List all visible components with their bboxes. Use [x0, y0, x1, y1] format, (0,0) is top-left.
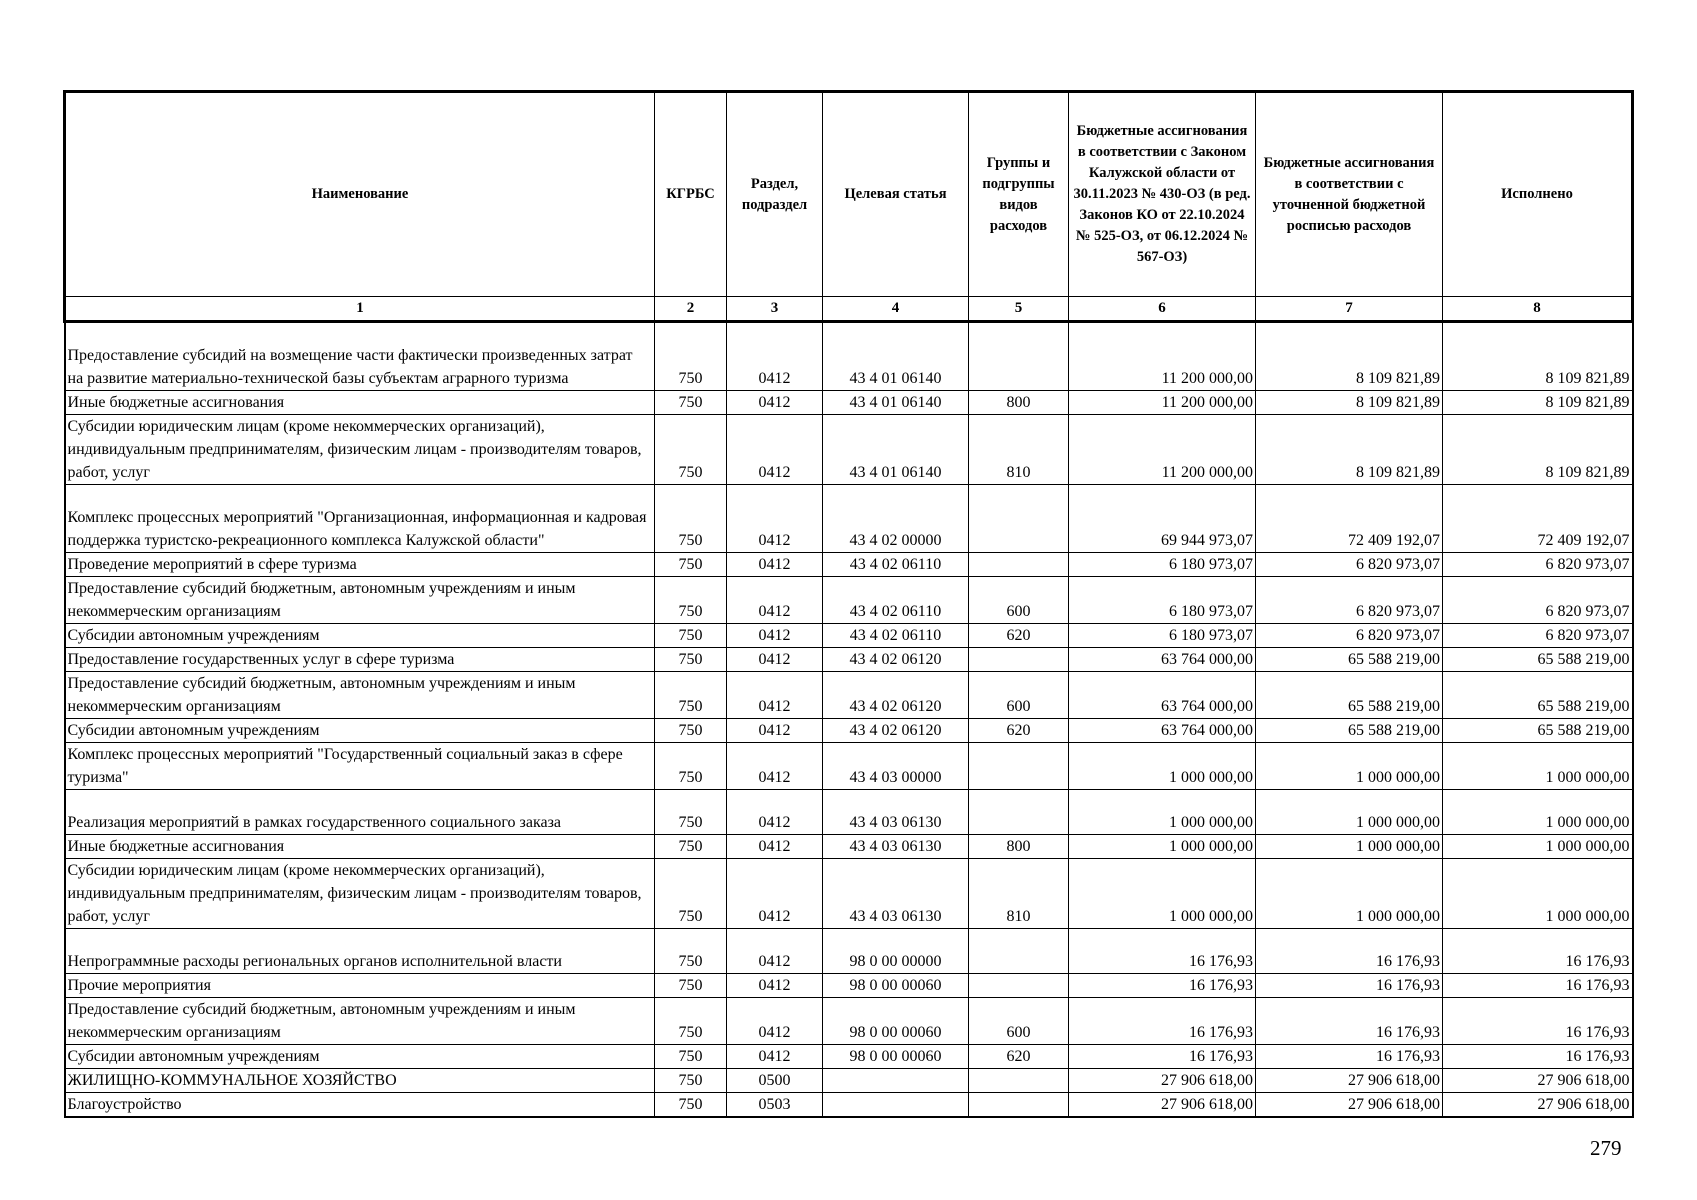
row-section: 0412	[727, 929, 823, 974]
row-target-article	[823, 1093, 969, 1118]
row-budget-refined: 1 000 000,00	[1256, 743, 1443, 790]
row-budget-law: 16 176,93	[1069, 974, 1256, 998]
row-target-article: 43 4 01 06140	[823, 391, 969, 415]
row-kgrbs: 750	[655, 929, 727, 974]
row-name: Реализация мероприятий в рамках государственного социального заказа	[65, 790, 655, 835]
row-executed: 16 176,93	[1443, 1045, 1633, 1069]
row-kgrbs: 750	[655, 391, 727, 415]
row-section: 0412	[727, 859, 823, 929]
header-budget-refined: Бюджетные ассигнования в соответствии с уточненной бюджетной росписью расходов	[1256, 92, 1443, 297]
row-section: 0412	[727, 1045, 823, 1069]
table-row	[65, 391, 1633, 415]
column-number: 3	[727, 297, 823, 322]
row-executed: 6 820 973,07	[1443, 577, 1633, 624]
row-name: Иные бюджетные ассигнования	[65, 835, 655, 859]
row-budget-refined: 27 906 618,00	[1256, 1069, 1443, 1093]
row-executed: 6 820 973,07	[1443, 553, 1633, 577]
header-executed: Исполнено	[1443, 92, 1633, 297]
row-name: Предоставление субсидий бюджетным, автономным учреждениям и иным некоммерческим организациям	[65, 998, 655, 1045]
row-kgrbs: 750	[655, 322, 727, 391]
row-kgrbs: 750	[655, 719, 727, 743]
row-target-article: 43 4 02 06120	[823, 648, 969, 672]
row-executed: 8 109 821,89	[1443, 391, 1633, 415]
table-row	[65, 790, 1633, 835]
table-row	[65, 1069, 1633, 1093]
row-budget-law: 6 180 973,07	[1069, 624, 1256, 648]
row-budget-refined: 65 588 219,00	[1256, 719, 1443, 743]
column-number: 2	[655, 297, 727, 322]
row-expense-group: 600	[969, 998, 1069, 1045]
row-budget-law: 27 906 618,00	[1069, 1069, 1256, 1093]
row-target-article: 98 0 00 00060	[823, 1045, 969, 1069]
row-expense-group	[969, 1069, 1069, 1093]
row-kgrbs: 750	[655, 859, 727, 929]
row-name: Субсидии автономным учреждениям	[65, 719, 655, 743]
row-budget-law: 16 176,93	[1069, 929, 1256, 974]
row-name: Субсидии юридическим лицам (кроме некоммерческих организаций), индивидуальным предпринимателям, физическим лицам - производителям товаров, работ, услуг	[65, 859, 655, 929]
row-budget-refined: 16 176,93	[1256, 998, 1443, 1045]
column-number: 7	[1256, 297, 1443, 322]
row-budget-law: 11 200 000,00	[1069, 322, 1256, 391]
row-budget-law: 16 176,93	[1069, 1045, 1256, 1069]
row-kgrbs: 750	[655, 835, 727, 859]
row-section: 0412	[727, 719, 823, 743]
row-section: 0412	[727, 577, 823, 624]
budget-table-container	[63, 90, 1631, 1118]
header-section: Раздел, подраздел	[727, 92, 823, 297]
row-name: Благоустройство	[65, 1093, 655, 1118]
row-target-article: 43 4 02 06120	[823, 672, 969, 719]
row-executed: 1 000 000,00	[1443, 859, 1633, 929]
table-row	[65, 929, 1633, 974]
row-section: 0412	[727, 485, 823, 553]
row-budget-law: 1 000 000,00	[1069, 835, 1256, 859]
row-kgrbs: 750	[655, 743, 727, 790]
row-budget-law: 63 764 000,00	[1069, 672, 1256, 719]
row-executed: 16 176,93	[1443, 974, 1633, 998]
row-section: 0412	[727, 974, 823, 998]
header-row	[65, 92, 1633, 297]
table-row	[65, 743, 1633, 790]
column-number: 5	[969, 297, 1069, 322]
row-executed: 16 176,93	[1443, 929, 1633, 974]
row-kgrbs: 750	[655, 485, 727, 553]
table-row	[65, 624, 1633, 648]
row-target-article: 43 4 02 06110	[823, 577, 969, 624]
row-expense-group: 800	[969, 835, 1069, 859]
row-name: Предоставление субсидий бюджетным, автономным учреждениям и иным некоммерческим организациям	[65, 577, 655, 624]
header-budget-law: Бюджетные ассигнования в соответствии с Законом Калужской области от 30.11.2023 № 430-ОЗ (в ред. Законов КО от 22.10.2024 № 525-ОЗ, от 06.12.2024 № 567-ОЗ)	[1069, 92, 1256, 297]
row-budget-law: 6 180 973,07	[1069, 577, 1256, 624]
table-row	[65, 1093, 1633, 1118]
table-row	[65, 1045, 1633, 1069]
table-row	[65, 859, 1633, 929]
row-section: 0412	[727, 624, 823, 648]
row-kgrbs: 750	[655, 415, 727, 485]
row-target-article: 43 4 03 06130	[823, 790, 969, 835]
row-budget-refined: 8 109 821,89	[1256, 415, 1443, 485]
column-number-row	[65, 297, 1633, 322]
row-target-article	[823, 1069, 969, 1093]
row-budget-refined: 1 000 000,00	[1256, 790, 1443, 835]
row-section: 0412	[727, 648, 823, 672]
row-budget-law: 63 764 000,00	[1069, 719, 1256, 743]
row-expense-group	[969, 790, 1069, 835]
table-row	[65, 998, 1633, 1045]
row-executed: 65 588 219,00	[1443, 648, 1633, 672]
header-name: Наименование	[65, 92, 655, 297]
row-target-article: 98 0 00 00060	[823, 998, 969, 1045]
row-kgrbs: 750	[655, 790, 727, 835]
row-section: 0412	[727, 553, 823, 577]
row-executed: 72 409 192,07	[1443, 485, 1633, 553]
row-section: 0412	[727, 743, 823, 790]
row-kgrbs: 750	[655, 1069, 727, 1093]
row-budget-law: 63 764 000,00	[1069, 648, 1256, 672]
row-section: 0412	[727, 998, 823, 1045]
table-body	[65, 322, 1633, 1118]
row-expense-group: 600	[969, 577, 1069, 624]
row-section: 0412	[727, 790, 823, 835]
row-executed: 6 820 973,07	[1443, 624, 1633, 648]
row-budget-refined: 16 176,93	[1256, 1045, 1443, 1069]
row-budget-law: 11 200 000,00	[1069, 391, 1256, 415]
row-expense-group	[969, 974, 1069, 998]
row-expense-group	[969, 929, 1069, 974]
row-name: Субсидии юридическим лицам (кроме некоммерческих организаций), индивидуальным предпринимателям, физическим лицам - производителям товаров, работ, услуг	[65, 415, 655, 485]
row-expense-group: 620	[969, 624, 1069, 648]
table-row	[65, 485, 1633, 553]
row-budget-law: 16 176,93	[1069, 998, 1256, 1045]
row-budget-law: 27 906 618,00	[1069, 1093, 1256, 1118]
table-row	[65, 415, 1633, 485]
row-budget-refined: 1 000 000,00	[1256, 859, 1443, 929]
row-budget-refined: 16 176,93	[1256, 929, 1443, 974]
row-name: Иные бюджетные ассигнования	[65, 391, 655, 415]
row-budget-law: 11 200 000,00	[1069, 415, 1256, 485]
row-target-article: 98 0 00 00060	[823, 974, 969, 998]
row-name: Проведение мероприятий в сфере туризма	[65, 553, 655, 577]
row-executed: 1 000 000,00	[1443, 743, 1633, 790]
page-number: 279	[1590, 1136, 1622, 1160]
row-expense-group: 620	[969, 719, 1069, 743]
row-target-article: 43 4 02 06110	[823, 553, 969, 577]
row-target-article: 43 4 03 00000	[823, 743, 969, 790]
row-kgrbs: 750	[655, 577, 727, 624]
row-budget-refined: 1 000 000,00	[1256, 835, 1443, 859]
row-target-article: 43 4 02 06110	[823, 624, 969, 648]
row-budget-refined: 8 109 821,89	[1256, 391, 1443, 415]
row-budget-law: 1 000 000,00	[1069, 790, 1256, 835]
row-name: Непрограммные расходы региональных органов исполнительной власти	[65, 929, 655, 974]
row-target-article: 43 4 02 00000	[823, 485, 969, 553]
row-name: Субсидии автономным учреждениям	[65, 624, 655, 648]
row-executed: 8 109 821,89	[1443, 415, 1633, 485]
row-target-article: 43 4 03 06130	[823, 859, 969, 929]
row-executed: 1 000 000,00	[1443, 790, 1633, 835]
row-expense-group	[969, 1093, 1069, 1118]
row-section: 0412	[727, 322, 823, 391]
column-number: 8	[1443, 297, 1633, 322]
row-kgrbs: 750	[655, 974, 727, 998]
row-expense-group	[969, 553, 1069, 577]
row-section: 0412	[727, 835, 823, 859]
row-budget-law: 1 000 000,00	[1069, 743, 1256, 790]
row-kgrbs: 750	[655, 648, 727, 672]
header-kgrbs: КГРБС	[655, 92, 727, 297]
row-section: 0412	[727, 672, 823, 719]
row-budget-refined: 72 409 192,07	[1256, 485, 1443, 553]
column-number: 1	[65, 297, 655, 322]
row-section: 0500	[727, 1069, 823, 1093]
row-kgrbs: 750	[655, 1093, 727, 1118]
row-name: Субсидии автономным учреждениям	[65, 1045, 655, 1069]
row-expense-group	[969, 648, 1069, 672]
row-section: 0503	[727, 1093, 823, 1118]
header-target-article: Целевая статья	[823, 92, 969, 297]
row-executed: 8 109 821,89	[1443, 322, 1633, 391]
row-expense-group: 620	[969, 1045, 1069, 1069]
row-target-article: 43 4 03 06130	[823, 835, 969, 859]
column-number: 4	[823, 297, 969, 322]
row-target-article: 98 0 00 00000	[823, 929, 969, 974]
header-expense-group: Группы и подгруппы видов расходов	[969, 92, 1069, 297]
row-budget-refined: 65 588 219,00	[1256, 672, 1443, 719]
row-kgrbs: 750	[655, 672, 727, 719]
row-budget-refined: 6 820 973,07	[1256, 553, 1443, 577]
row-name: Предоставление субсидий бюджетным, автономным учреждениям и иным некоммерческим организациям	[65, 672, 655, 719]
row-budget-refined: 16 176,93	[1256, 974, 1443, 998]
row-expense-group: 600	[969, 672, 1069, 719]
table-row	[65, 648, 1633, 672]
row-executed: 1 000 000,00	[1443, 835, 1633, 859]
table-row	[65, 322, 1633, 391]
row-kgrbs: 750	[655, 1045, 727, 1069]
row-target-article: 43 4 01 06140	[823, 415, 969, 485]
row-name: Комплекс процессных мероприятий "Организационная, информационная и кадровая поддержка туристско-рекреационного комплекса Калужской области"	[65, 485, 655, 553]
row-budget-refined: 27 906 618,00	[1256, 1093, 1443, 1118]
row-name: Комплекс процессных мероприятий "Государственный социальный заказ в сфере туризма"	[65, 743, 655, 790]
table-row	[65, 835, 1633, 859]
row-kgrbs: 750	[655, 553, 727, 577]
row-section: 0412	[727, 391, 823, 415]
row-kgrbs: 750	[655, 624, 727, 648]
row-executed: 65 588 219,00	[1443, 719, 1633, 743]
row-expense-group	[969, 322, 1069, 391]
row-kgrbs: 750	[655, 998, 727, 1045]
table-row	[65, 553, 1633, 577]
row-budget-law: 69 944 973,07	[1069, 485, 1256, 553]
row-executed: 27 906 618,00	[1443, 1093, 1633, 1118]
row-name: Предоставление субсидий на возмещение части фактически произведенных затрат на развитие материально-технической базы субъектам аграрного туризма	[65, 322, 655, 391]
column-number: 6	[1069, 297, 1256, 322]
row-expense-group: 800	[969, 391, 1069, 415]
row-budget-refined: 6 820 973,07	[1256, 624, 1443, 648]
row-executed: 27 906 618,00	[1443, 1069, 1633, 1093]
row-expense-group	[969, 485, 1069, 553]
row-target-article: 43 4 01 06140	[823, 322, 969, 391]
row-executed: 65 588 219,00	[1443, 672, 1633, 719]
table-row	[65, 672, 1633, 719]
table-row	[65, 974, 1633, 998]
table-row	[65, 577, 1633, 624]
row-budget-refined: 6 820 973,07	[1256, 577, 1443, 624]
row-name: Предоставление государственных услуг в сфере туризма	[65, 648, 655, 672]
row-expense-group: 810	[969, 415, 1069, 485]
row-budget-refined: 65 588 219,00	[1256, 648, 1443, 672]
row-name: ЖИЛИЩНО-КОММУНАЛЬНОЕ ХОЗЯЙСТВО	[65, 1069, 655, 1093]
row-budget-refined: 8 109 821,89	[1256, 322, 1443, 391]
row-section: 0412	[727, 415, 823, 485]
row-name: Прочие мероприятия	[65, 974, 655, 998]
row-budget-law: 1 000 000,00	[1069, 859, 1256, 929]
row-expense-group	[969, 743, 1069, 790]
row-executed: 16 176,93	[1443, 998, 1633, 1045]
budget-execution-table	[63, 90, 1634, 1118]
table-row	[65, 719, 1633, 743]
row-target-article: 43 4 02 06120	[823, 719, 969, 743]
row-budget-law: 6 180 973,07	[1069, 553, 1256, 577]
row-expense-group: 810	[969, 859, 1069, 929]
